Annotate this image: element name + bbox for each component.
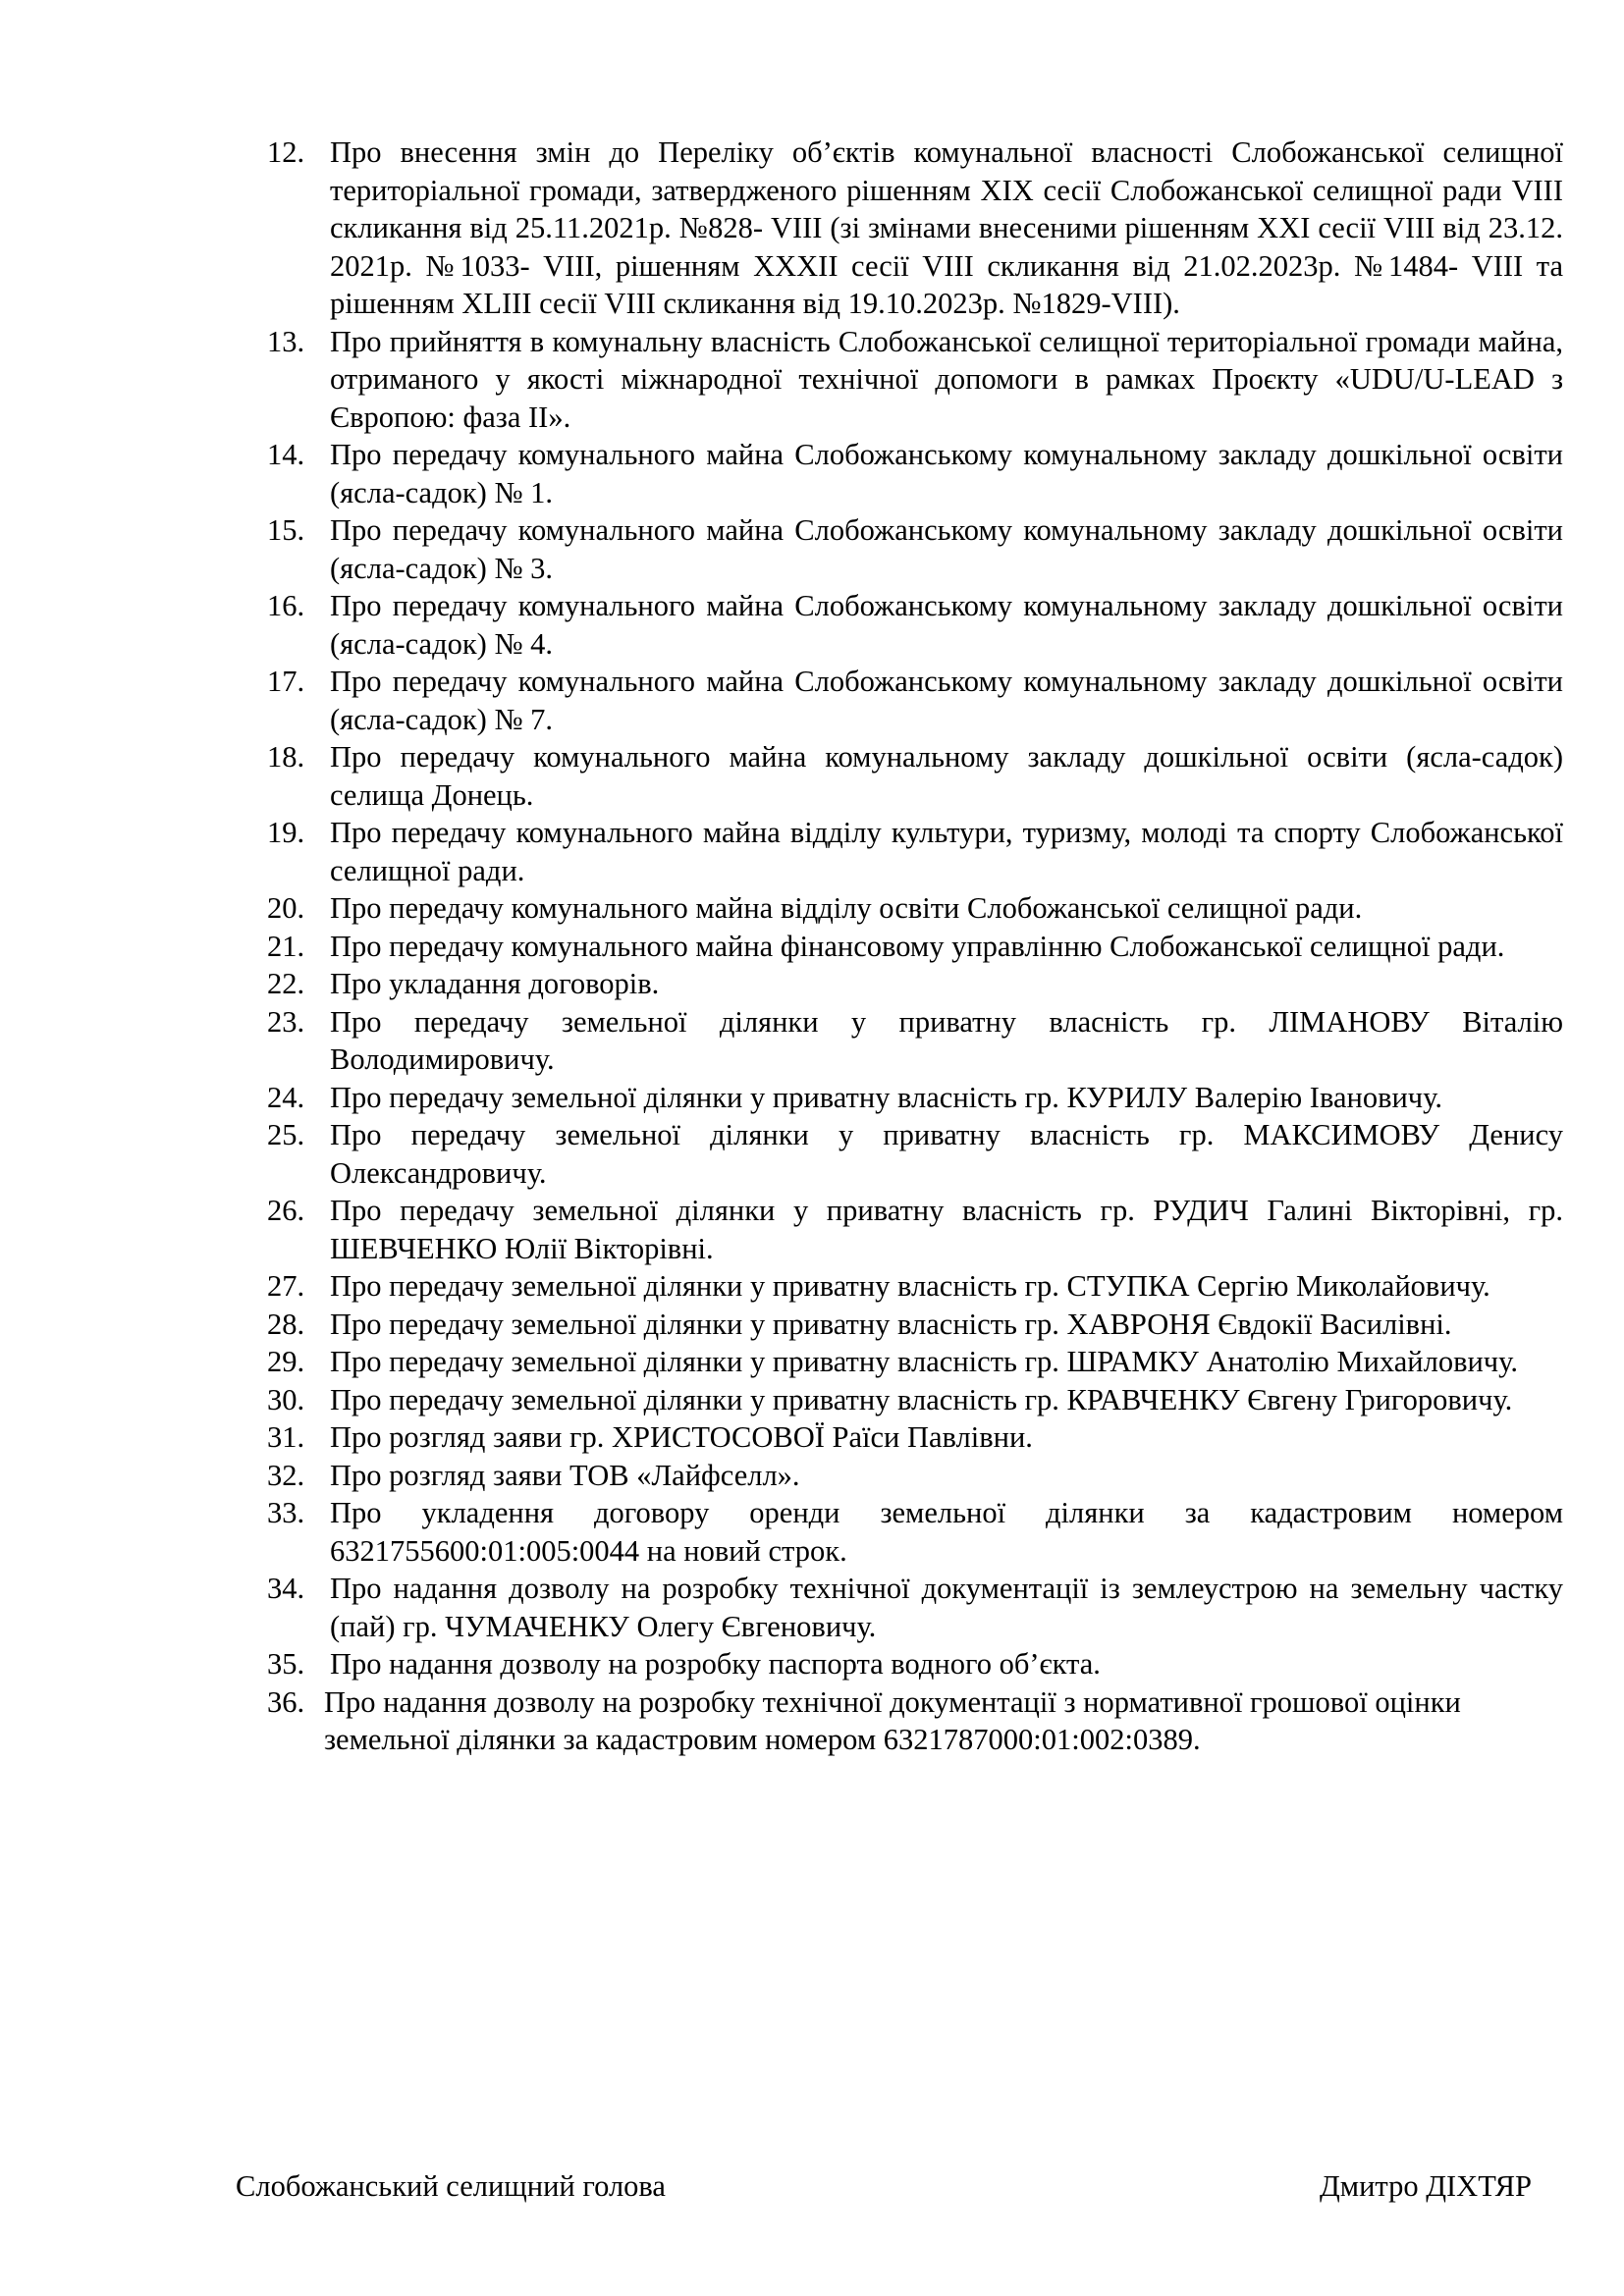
item-number: 19.: [267, 816, 305, 849]
item-number: 22.: [267, 967, 305, 1000]
item-number: 32.: [267, 1458, 305, 1492]
agenda-item: [267, 1192, 1563, 1267]
agenda-item: [267, 1116, 1563, 1192]
item-text: Про передачу комунального майна Слобожанському комунальному закладу дошкільної освіти (ясла-садок) № 3.: [330, 513, 1563, 585]
item-text: Про передачу комунального майна Слобожанському комунальному закладу дошкільної освіти (ясла-садок) № 4.: [330, 589, 1563, 661]
agenda-item: [267, 965, 1563, 1003]
item-text: Про передачу комунального майна відділу освіти Слобожанської селищної ради.: [330, 891, 1363, 925]
item-number: 24.: [267, 1080, 305, 1114]
item-text: Про передачу земельної ділянки у приватну власність гр. ХАВРОНЯ Євдокії Василівні.: [330, 1307, 1452, 1341]
item-text: Про передачу комунального майна Слобожанському комунальному закладу дошкільної освіти (ясла-садок) № 1.: [330, 438, 1563, 509]
item-text: Про укладення договору оренди земельної ділянки за кадастровим номером 6321755600:01:005:0044 на новий строк.: [330, 1496, 1563, 1568]
item-number: 29.: [267, 1345, 305, 1378]
signatory-name: Дмитро ДІХТЯР: [1319, 2169, 1532, 2203]
agenda-item: [267, 814, 1563, 889]
item-text: Про передачу земельної ділянки у приватну власність гр. КРАВЧЕНКУ Євгену Григоровичу.: [330, 1382, 1513, 1416]
item-number: 15.: [267, 513, 305, 547]
item-text: Про передачу земельної ділянки у приватну власність гр. ЛІМАНОВУ Віталію Володимировичу.: [330, 1004, 1563, 1076]
item-number: 36.: [267, 1684, 305, 1719]
item-number: 31.: [267, 1420, 305, 1454]
agenda-item: [267, 1343, 1563, 1381]
item-number: 14.: [267, 438, 305, 471]
signature-block: [236, 2167, 1532, 2207]
item-number: 26.: [267, 1194, 305, 1227]
item-text: Про надання дозволу на розробку технічної документації з нормативної грошової оцінки земельної ділянки за кадастровим номером 6321787000:01:002:0389.: [324, 1684, 1461, 1756]
item-text: Про розгляд заяви ТОВ «Лайфселл».: [330, 1458, 800, 1492]
agenda-item: [267, 511, 1563, 587]
agenda-item: [267, 1645, 1563, 1683]
agenda-item: [267, 323, 1563, 437]
item-text: Про передачу комунального майна Слобожанському комунальному закладу дошкільної освіти (ясла-садок) № 7.: [330, 665, 1563, 736]
agenda-item: [267, 1457, 1563, 1495]
agenda-item: [267, 1003, 1563, 1079]
agenda-item: [267, 1079, 1563, 1117]
item-text: Про прийняття в комунальну власність Слобожанської селищної територіальної громади майна, отриманого у якості міжнародної технічної допомоги в рамках Проєкту «UDU/U-LEAD з Європою: фаза II».: [330, 324, 1563, 434]
item-text: Про передачу комунального майна відділу культури, туризму, молоді та спорту Слобожанської селищної ради.: [330, 816, 1563, 887]
agenda-list: [267, 133, 1563, 1759]
agenda-item: [267, 1267, 1563, 1306]
item-number: 33.: [267, 1496, 305, 1529]
item-number: 13.: [267, 324, 305, 358]
item-text: Про передачу земельної ділянки у приватну власність гр. МАКСИМОВУ Денису Олександровичу.: [330, 1118, 1563, 1190]
item-number: 12.: [267, 135, 305, 169]
agenda-item: [267, 1570, 1563, 1645]
item-number: 34.: [267, 1572, 305, 1605]
item-number: 23.: [267, 1004, 305, 1039]
item-number: 25.: [267, 1118, 305, 1151]
item-text: Про передачу земельної ділянки у приватну власність гр. РУДИЧ Галині Вікторівні, гр. ШЕВЧЕНКО Юлії Вікторівні.: [330, 1194, 1563, 1265]
item-number: 20.: [267, 891, 305, 925]
item-text: Про передачу земельної ділянки у приватну власність гр. КУРИЛУ Валерію Івановичу.: [330, 1080, 1442, 1114]
item-text: Про передачу земельної ділянки у приватну власність гр. СТУПКА Сергію Миколайовичу.: [330, 1269, 1490, 1303]
item-text: Про укладання договорів.: [330, 967, 660, 1000]
agenda-item: [267, 663, 1563, 738]
item-number: 30.: [267, 1382, 305, 1416]
agenda-item: [267, 738, 1563, 814]
item-text: Про розгляд заяви гр. ХРИСТОСОВОЇ Раїси Павлівни.: [330, 1420, 1033, 1454]
agenda-item: [267, 1306, 1563, 1344]
item-number: 18.: [267, 740, 305, 774]
item-text: Про надання дозволу на розробку технічної документації із землеустрою на земельну частку (пай) гр. ЧУМАЧЕНКУ Олегу Євгеновичу.: [330, 1572, 1563, 1643]
agenda-item: [267, 889, 1563, 928]
item-text: Про передачу земельної ділянки у приватну власність гр. ШРАМКУ Анатолію Михайловичу.: [330, 1345, 1518, 1378]
agenda-item: [267, 133, 1563, 323]
item-text: Про передачу комунального майна фінансовому управлінню Слобожанської селищної ради.: [330, 929, 1505, 963]
item-number: 16.: [267, 589, 305, 622]
item-number: 27.: [267, 1269, 305, 1303]
item-number: 35.: [267, 1647, 305, 1681]
agenda-item: [267, 1494, 1563, 1570]
agenda-item: [267, 1418, 1563, 1457]
item-number: 17.: [267, 665, 305, 698]
item-text: Про передачу комунального майна комунальному закладу дошкільної освіти (ясла-садок) селища Донець.: [330, 740, 1563, 812]
item-number: 21.: [267, 929, 305, 963]
item-number: 28.: [267, 1307, 305, 1341]
item-text: Про внесення змін до Переліку об’єктів комунальної власності Слобожанської селищної територіальної громади, затвердженого рішенням XIX сесії Слобожанської селищної ради VIII скликання від 25.11.2021р. №828- VIII (зі змінами внесеними рішенням XXI сесії VIII від 23.12. 2021р. №1033- VIII, рішенням XXXII сесії VIII скликання від 21.02.2023р. №1484- VIII та рішенням XLIII сесії VIII скликання від 19.10.2023р. №1829-VIII).: [330, 135, 1563, 320]
agenda-item: [267, 587, 1563, 663]
agenda-item: [267, 928, 1563, 966]
signatory-role: Слобожанський селищний голова: [236, 2169, 666, 2203]
item-text: Про надання дозволу на розробку паспорта водного об’єкта.: [330, 1647, 1101, 1681]
agenda-item: [267, 1683, 1563, 1759]
agenda-item: [267, 436, 1563, 511]
agenda-item: [267, 1381, 1563, 1419]
